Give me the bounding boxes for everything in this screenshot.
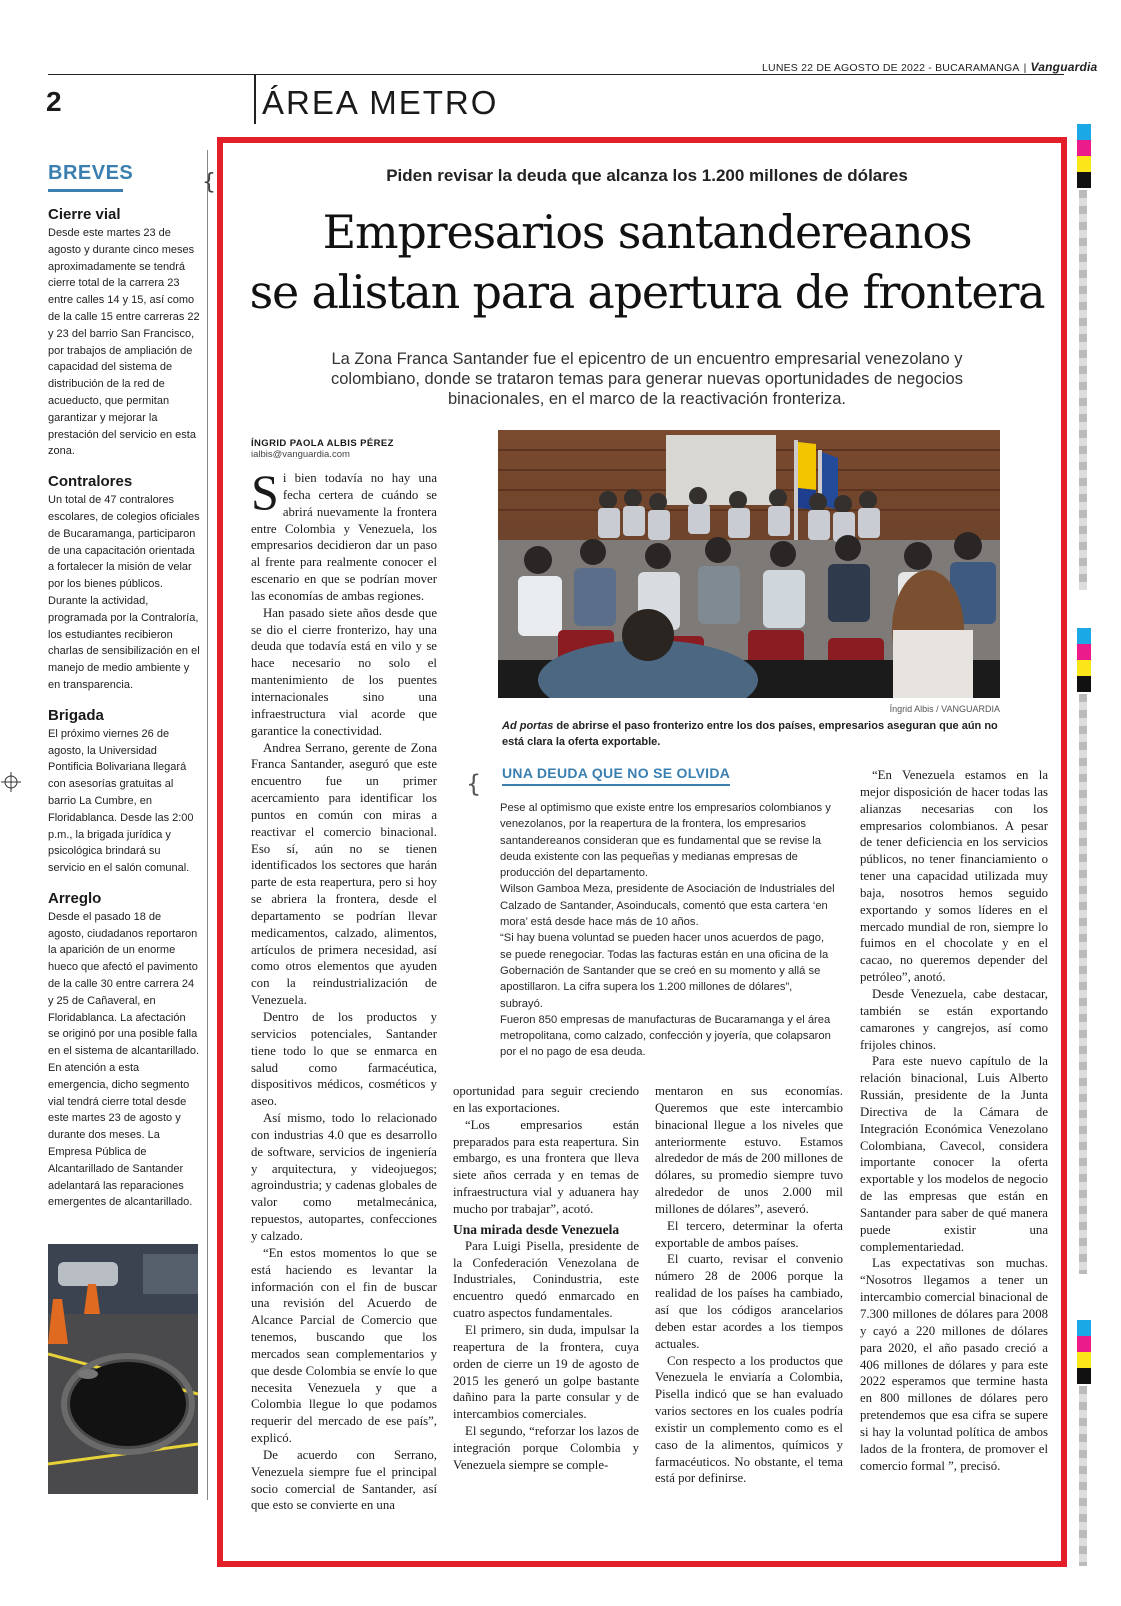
swatch-black bbox=[1077, 1368, 1091, 1384]
author-email: ialbis@vanguardia.com bbox=[251, 449, 350, 460]
box-title: UNA DEUDA QUE NO SE OLVIDA bbox=[502, 765, 730, 786]
section-title: ÁREA METRO bbox=[262, 84, 499, 121]
caption-text: de abrirse el paso fronterizo entre los dos países, empresarios aseguran que aún no está clara la oferta exportable. bbox=[502, 720, 998, 748]
swatch-cyan bbox=[1077, 1320, 1091, 1336]
paragraph: El cuarto, revisar el convenio número 28 de 2006 porque la realidad de los países ha cambiado, así que los códigos arancelarios deben estar acordes a los tiempos actuales. bbox=[655, 1252, 843, 1351]
brief-title: Brigada bbox=[48, 706, 104, 724]
dateline-separator: | bbox=[1023, 62, 1027, 74]
paragraph: “Los empresarios están preparados para esta reapertura. Sin embargo, es una frontera que lleva siete años cerrada y en temas de infraestructura vial y aduanera hay mucho por trabajar”, acotó. bbox=[453, 1117, 639, 1216]
brief-text: Desde el pasado 18 de agosto, ciudadanos reportaron la aparición de un enorme hueco que afectó el pavimento de la calle 30 entre carrera 24 y 25 de Cañaveral, en Floridablanca. La afectación se originó por una posible falla en el sistema de alcantarillado. bbox=[48, 910, 200, 1058]
headline-line: Empresarios santandereanos bbox=[322, 205, 972, 259]
swatch-yellow bbox=[1077, 156, 1091, 172]
brief-item bbox=[48, 206, 200, 460]
bracket-icon: { bbox=[202, 170, 216, 195]
photo-caption bbox=[502, 718, 1000, 750]
brief-item bbox=[48, 890, 200, 1211]
color-strip bbox=[1077, 1320, 1091, 1384]
article-column-3 bbox=[655, 1083, 843, 1487]
brief-text: Un total de 47 contralores escolares, de colegios oficiales de Bucaramanga, participaron de una capacitación orientada a fortalecer la misión de velar por los bienes públicos. bbox=[48, 494, 200, 591]
brief-title: Arreglo bbox=[48, 889, 102, 907]
box-paragraph: “Si hay buena voluntad se pueden hacer unos acuerdos de pago, se puede renegociar. Todas las facturas están en una oficina de la Gobernación de Santander que se creó en su momento y allá se apostillaron. La cifra supera los 1.200 millones de dólares”, subrayó. bbox=[500, 932, 829, 1010]
date-text: LUNES 22 DE AGOSTO DE 2022 - BUCARAMANGA bbox=[762, 62, 1020, 74]
section-divider bbox=[254, 74, 256, 124]
header-rule bbox=[48, 74, 1064, 75]
article-kicker: Piden revisar la deuda que alcanza los 1.200 millones de dólares bbox=[386, 166, 908, 185]
meeting-photo bbox=[498, 430, 1000, 698]
caption-italic: Ad portas bbox=[502, 720, 554, 732]
brief-text: El próximo viernes 26 de agosto, la Universidad Pontificia Bolivariana llegará con asesorías gratuitas al barrio La Cumbre, en Floridablanca. Desde las 2:00 p.m., la brigada jurídica y psicológica brindará su servicio en el salón comunal. bbox=[48, 727, 194, 875]
paragraph: El segundo, “reforzar los lazos de integración porque Colombia y Venezuela siempre se comple- bbox=[453, 1424, 639, 1472]
paragraph: Han pasado siete años desde que se dio el cierre fronterizo, hay una deuda que todavía está en vilo y se hace necesario no solo el mantenimiento de los puentes internacionales sino una infraestructura vial acorde que garantice la conectividad. bbox=[251, 605, 437, 738]
brief-title: Contralores bbox=[48, 473, 133, 491]
paragraph: oportunidad para seguir creciendo en las exportaciones. bbox=[453, 1084, 639, 1115]
box-paragraph: Pese al optimismo que existe entre los empresarios colombianos y venezolanos, por la reapertura de la frontera, los empresarios santandereanos consideran que es fundamental que se revise la deuda existente con las pequeñas y medianas empresas de producción del departamento. bbox=[500, 802, 831, 880]
article-column-4 bbox=[860, 767, 1048, 1474]
pothole-photo-art bbox=[48, 1244, 198, 1494]
brief-item bbox=[48, 473, 200, 694]
drop-cap: S bbox=[251, 464, 279, 520]
paragraph: “En Venezuela estamos en la mejor disposición de hacer todas las alianzas necesarias con los empresarios colombianos. A pesar de tener deficiencia en los servicios públicos, no tener financiamiento o tener una capacidad utilizada muy baja, nosotros hemos seguido exportando y somos líderes en el mercado mundial de ron, siempre lo fuimos en el chocolate y en el cacao, no queremos depender del petróleo”, anotó. bbox=[860, 768, 1048, 985]
sidebar-box bbox=[500, 800, 838, 1061]
breves-title: BREVES bbox=[48, 162, 123, 192]
paragraph: Para este nuevo capítulo de la relación binacional, Luis Alberto Russián, presidente de la Junta Directiva de la Cámara de Integración Económica Venezolano Colombiana, Cavecol, considera importante conocer la oferta exportable y los modelos de negocio de las empresas que están en Santander para saber de qué manera puede existir una complementariedad. bbox=[860, 1054, 1048, 1254]
swatch-magenta bbox=[1077, 1336, 1091, 1352]
paragraph: mentaron en sus economías. Queremos que este intercambio binacional llegue a los niveles que anteriormente estuvo. Estamos alrededor de más de 200 millones de dólares, su promedio siempre tuvo alrededor de unos 2.000 mil millones de dólares”, aseveró. bbox=[655, 1084, 843, 1216]
swatch-magenta bbox=[1077, 140, 1091, 156]
brief-text: Desde este martes 23 de agosto y durante cinco meses aproximadamente se tendrá cierre total de la carrera 23 entre calles 14 y 15, así como de la calle 15 entre carreras 22 y 23 del barrio San Francisco, por trabajos de ampliación de capacidad del sistema de distribución de la red de acueducto, que permitan garantizar y mejorar la prestación del servicio en esta zona. bbox=[48, 227, 200, 458]
breves-sidebar bbox=[48, 162, 200, 1224]
pothole-photo bbox=[48, 1244, 198, 1494]
color-strip bbox=[1077, 124, 1091, 188]
paragraph: Dentro de los productos y servicios potenciales, Santander tiene todo lo que se enmarca en salud como farmacéutica, dispositivos médicos, cosméticos y aseo. bbox=[251, 1010, 437, 1109]
paragraph bbox=[251, 464, 437, 605]
headline-line: se alistan para apertura de frontera bbox=[249, 265, 1045, 319]
paragraph: De acuerdo con Serrano, Venezuela siempre fue el principal socio comercial de Santander, así que esto se convierte en una bbox=[251, 1447, 437, 1513]
photo-credit: Íngrid Albis / VANGUARDIA bbox=[889, 704, 1000, 714]
dateline bbox=[762, 60, 1097, 74]
paragraph: Así mismo, todo lo relacionado con industrias 4.0 que es desarrollo de software, servicios de ingeniería y arquitectura, y videojuegos; agroindustria; y cadenas globales de valor como metalmecánica, repuestos, autopartes, confecciones y calzado. bbox=[251, 1111, 437, 1243]
article-column-1 bbox=[251, 464, 437, 1514]
swatch-black bbox=[1077, 172, 1091, 188]
swatch-magenta bbox=[1077, 644, 1091, 660]
color-strip bbox=[1077, 628, 1091, 692]
paragraph: Las expectativas son muchas. “Nosotros llegamos a tener un intercambio comercial binacional de 7.300 millones de dólares para 2008 y cayó a 220 millones de dólares para 2020, el año pasado creció a 406 millones de dólares y para este 2022 esperamos que termine hasta en 800 millones de dólares pero pretendemos que esa cifra se supere si hay la voluntad política de ambos lados de la frontera, de promover el comercio formal ”, precisó. bbox=[860, 1256, 1048, 1473]
subheading: Una mirada desde Venezuela bbox=[453, 1221, 620, 1237]
article-deck: La Zona Franca Santander fue el epicentro de un encuentro empresarial venezolano y colombiano, donde se trataron temas para generar nuevas oportunidades de negocios binacionales, en el marco de la reactivación fronteriza. bbox=[330, 350, 963, 408]
paragraph: El tercero, determinar la oferta exportable de ambos países. bbox=[655, 1218, 843, 1250]
paragraph: “En estos momentos lo que se está haciendo es levantar la información con el fin de buscar una revisión del Acuerdo de Alcance Parcial de Comercio que tenemos, buscando que los mercados sean complementarios y que desde Colombia se envíe lo que necesita Venezuela y que a Colombia llegue lo que podamos requerir del mercado de ese país”, explicó. bbox=[251, 1245, 437, 1446]
meeting-photo-art bbox=[498, 430, 1000, 698]
gray-scale-bar bbox=[1079, 1386, 1087, 1566]
swatch-yellow bbox=[1077, 660, 1091, 676]
paragraph-text: i bien todavía no hay una fecha certera de cuándo se abrirá nuevamente la frontera entre Colombia y Venezuela, los empresarios decidieron dar un paso al frente para realmente conocer el escenario en que se podrían mover las economías de ambas regiones. bbox=[251, 471, 437, 603]
paragraph: Andrea Serrano, gerente de Zona Franca Santander, aseguró que este encuentro fue un primer acercamiento para identificar los puntos en común con miras a reactivar el comercio binacional. Eso sí, aún no se tienen identificados los sectores que harán parte de esta reapertura, pero si hoy se abriera la frontera, desde el departamento se podrían llevar medicamentos, calzado, alimentos, artículos de primera necesidad, así como otros elementos que ayuden con la reindustrialización de Venezuela. bbox=[251, 740, 437, 1008]
sidebar-divider bbox=[207, 150, 208, 1500]
paragraph: Para Luigi Pisella, presidente de la Confederación Venezolana de Industriales, Conindustria, este encuentro quedó enmarcado en cuatro aspectos fundamentales. bbox=[453, 1238, 639, 1321]
author-name: ÍNGRID PAOLA ALBIS PÉREZ bbox=[251, 438, 394, 449]
byline bbox=[251, 438, 394, 460]
registration-crosshair-icon bbox=[1, 772, 21, 792]
gray-scale-bar bbox=[1079, 694, 1087, 1274]
page-number: 2 bbox=[46, 86, 62, 117]
paragraph: El primero, sin duda, impulsar la reapertura de la frontera, cuya orden de cierre un 19 de agosto de 2015 les generó un golpe bastante dañino para la parte consular y de intercambios comerciales. bbox=[453, 1322, 639, 1422]
brand-logo: Vanguardia bbox=[1030, 60, 1098, 74]
paragraph: Desde Venezuela, cabe destacar, también se están exportando camarones y cangrejos, así como frijoles chinos. bbox=[860, 986, 1048, 1052]
paragraph: Con respecto a los productos que Venezuela le enviaría a Colombia, Pisella indicó que se han evaluado varios sectores en los cuales podría existir un complemento como es el caso de la alimentos, químicos y farmacéuticos. No obstante, el tema está por definirse. bbox=[655, 1353, 843, 1486]
gray-scale-bar bbox=[1079, 190, 1087, 590]
brief-title: Cierre vial bbox=[48, 206, 121, 223]
swatch-cyan bbox=[1077, 124, 1091, 140]
swatch-black bbox=[1077, 676, 1091, 692]
brief-text: Durante la actividad, programada por la Contraloría, los estudiantes recibieron charlas de sensibilización en el manejo de medio ambiente y en transparencia. bbox=[48, 594, 200, 691]
brief-text: En atención a esta emergencia, dicho segmento vial tendrá cierre total desde este martes 23 de agosto y durante dos meses. La Empresa Pública de Alcantarillado de Santander adelantará las reparaciones emergentes de alcantarillado. bbox=[48, 1062, 193, 1209]
swatch-cyan bbox=[1077, 628, 1091, 644]
box-paragraph: Fueron 850 empresas de manufacturas de Bucaramanga y el área metropolitana, como calzado, confección y joyería, que colapsaron por el no pago de esa deuda. bbox=[500, 1013, 831, 1059]
article-headline bbox=[236, 202, 1058, 322]
bracket-icon: { bbox=[466, 770, 482, 798]
box-paragraph: Wilson Gamboa Meza, presidente de Asociación de Industriales del Calzado de Santander, Asoinducals, comentó que esta cartera ‘en mora’ está desde hace más de 10 años. bbox=[500, 883, 835, 929]
swatch-yellow bbox=[1077, 1352, 1091, 1368]
article-column-2 bbox=[453, 1083, 639, 1474]
brief-item bbox=[48, 707, 200, 877]
